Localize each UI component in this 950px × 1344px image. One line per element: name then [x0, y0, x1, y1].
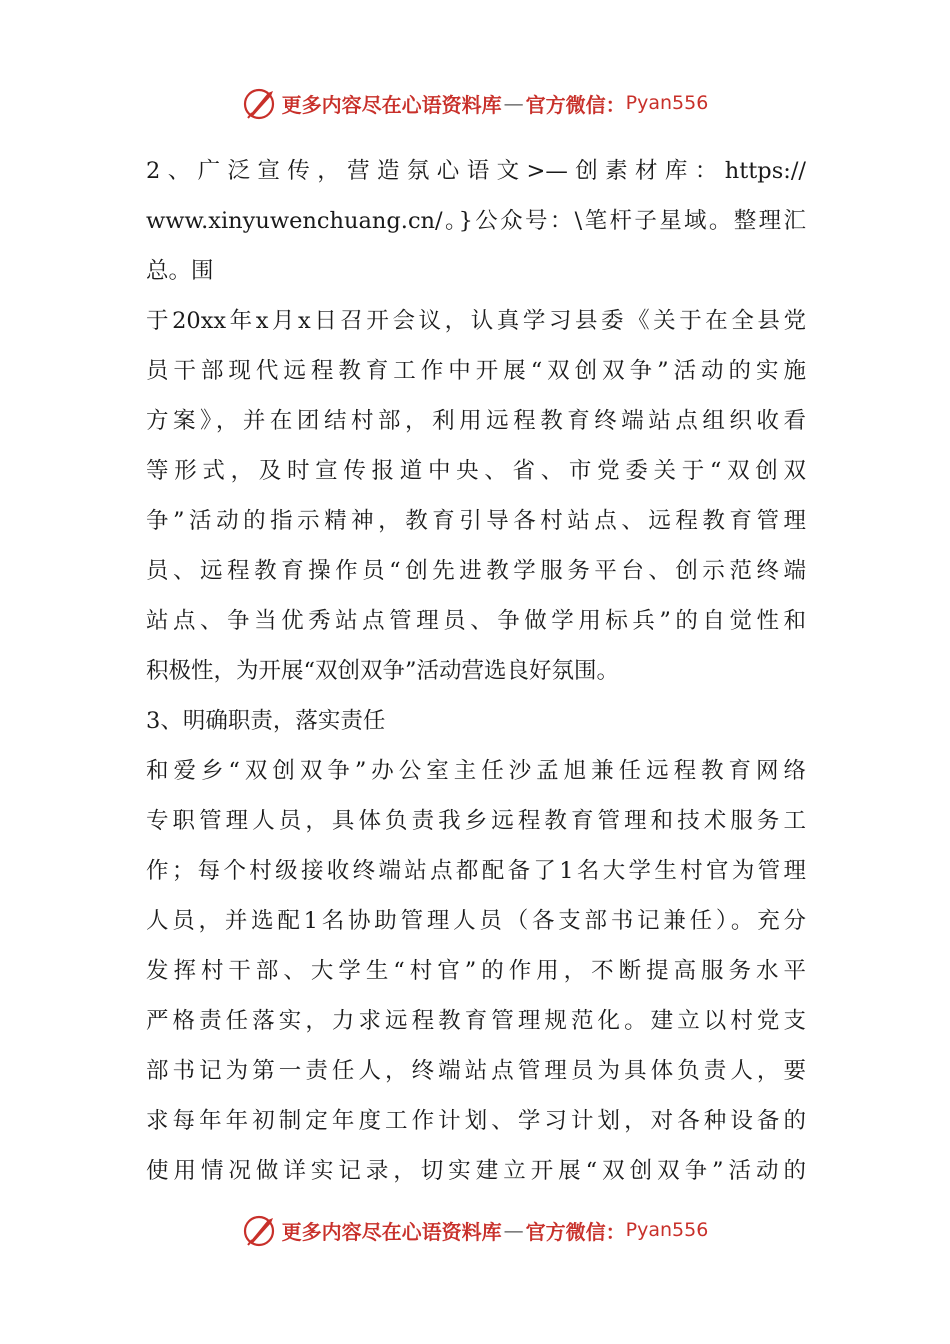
- section-heading: 3、明确职责，落实责任: [146, 708, 386, 734]
- text-line: 部书记为第一责任人，终端站点管理员为具体负责人，要: [146, 1058, 806, 1084]
- text-line: 积极性，为开展“双创双争”活动营选良好氛围。: [146, 658, 620, 684]
- banner-wechat-id: Pyan556: [625, 92, 709, 114]
- text-line: 员干部现代远程教育工作中开展“双创双争”活动的实施: [146, 358, 806, 384]
- text-line: www.xinyuwenchuang.cn/。}公众号：\笔杆子星域。整理汇: [146, 208, 806, 234]
- banner-wechat-label: 官方微信：: [525, 92, 626, 117]
- header-banner: [0, 80, 950, 126]
- text-line: 求每年年初制定年度工作计划、学习计划，对各种设备的: [146, 1108, 806, 1134]
- quill-pen-icon: [242, 1212, 278, 1248]
- text-line: 争”活动的指示精神，教育引导各村站点、远程教育管理: [146, 508, 806, 534]
- banner-separator: —: [503, 91, 524, 115]
- banner-separator: —: [503, 1218, 524, 1242]
- banner-wechat-label: 官方微信：: [525, 1219, 626, 1244]
- text-line: 人员，并选配1名协助管理人员（各支部书记兼任）。充分: [146, 908, 806, 934]
- text-line: 员、远程教育操作员“创先进教学服务平台、创示范终端: [146, 558, 806, 584]
- quill-pen-icon: [242, 85, 278, 121]
- text-line: 总。围: [146, 258, 214, 284]
- text-line: 作；每个村级接收终端站点都配备了1名大学生村官为管理: [146, 858, 806, 884]
- footer-banner: [0, 1207, 950, 1253]
- banner-wechat-id: Pyan556: [625, 1219, 709, 1241]
- text-line: 2、广泛宣传，营造氛心语文>—创素材库：https://: [146, 158, 806, 184]
- text-line: 方案》，并在团结村部，利用远程教育终端站点组织收看: [146, 408, 806, 434]
- text-line: 和爱乡“双创双争”办公室主任沙孟旭兼任远程教育网络: [146, 758, 806, 784]
- text-line: 站点、争当优秀站点管理员、争做学用标兵”的自觉性和: [146, 608, 806, 634]
- text-line: 发挥村干部、大学生“村官”的作用，不断提高服务水平: [146, 958, 806, 984]
- text-line: 于20xx年x月x日召开会议，认真学习县委《关于在全县党: [146, 308, 806, 334]
- banner-title: 更多内容尽在心语资料库: [281, 92, 502, 117]
- banner-title: 更多内容尽在心语资料库: [281, 1219, 502, 1244]
- document-body: [146, 146, 806, 1196]
- text-line: 专职管理人员，具体负责我乡远程教育管理和技术服务工: [146, 808, 806, 834]
- text-line: 使用情况做详实记录，切实建立开展“双创双争”活动的: [146, 1158, 806, 1184]
- text-line: 等形式，及时宣传报道中央、省、市党委关于“双创双: [146, 458, 806, 484]
- text-line: 严格责任落实，力求远程教育管理规范化。建立以村党支: [146, 1008, 806, 1034]
